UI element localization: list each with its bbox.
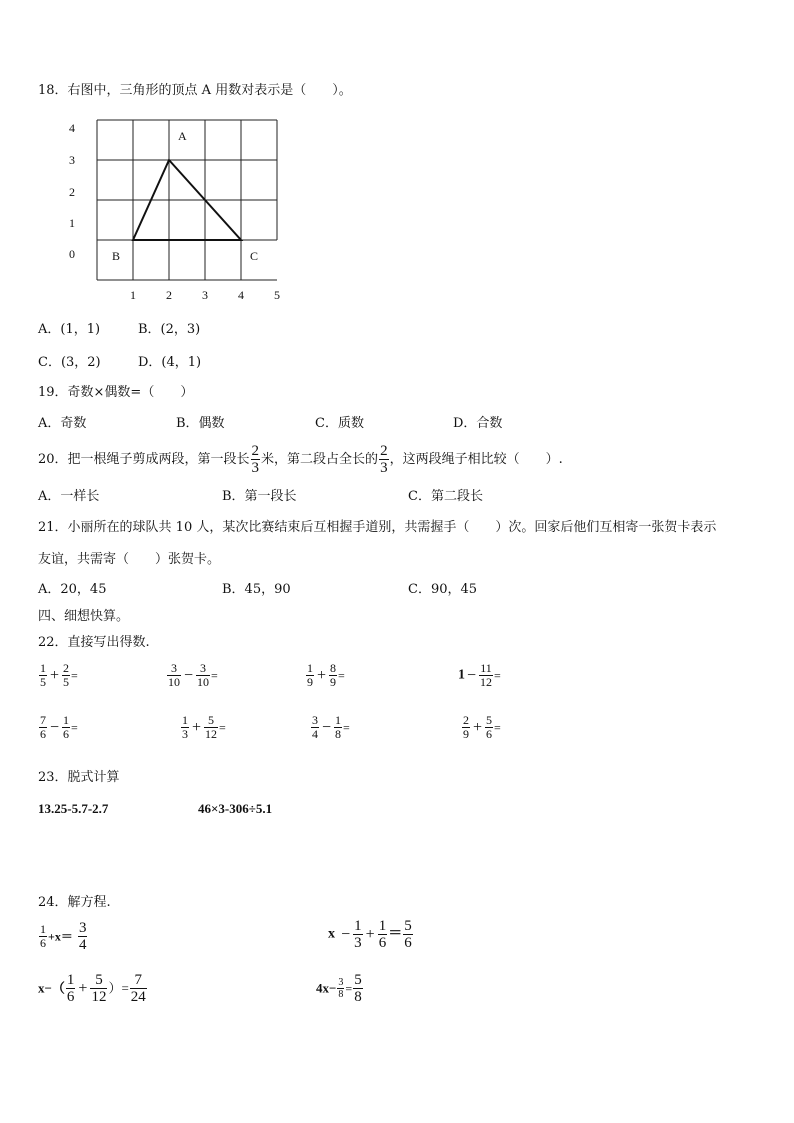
operator: + — [473, 718, 483, 736]
operator: + — [192, 718, 202, 736]
q18-option-d[interactable]: D．(4，1) — [138, 355, 202, 370]
fraction — [329, 662, 337, 689]
fraction-denominator: 6 — [66, 989, 75, 1005]
q24-equation-3 — [38, 972, 148, 1005]
equals-sign: = — [494, 720, 501, 735]
vertex-label-b: B — [112, 249, 121, 263]
equals-sign: = — [345, 981, 353, 996]
section-heading: 四、细想快算。 — [38, 609, 130, 624]
vertex-label-c: C — [250, 249, 259, 263]
fraction — [204, 714, 218, 741]
fraction — [66, 972, 76, 1005]
fraction — [334, 714, 342, 741]
fraction-denominator: 8 — [354, 989, 362, 1005]
q22-item-2 — [166, 662, 218, 689]
y-tick-2: 2 — [69, 185, 75, 199]
fraction-denominator: 9 — [330, 675, 337, 689]
equation-close: ）= — [108, 980, 129, 996]
x-tick-2: 2 — [166, 288, 172, 302]
q24-stem: 24．解方程. — [38, 895, 111, 910]
equals-sign: = — [211, 668, 218, 683]
q23-expression-2: 46×3-306÷5.1 — [198, 801, 273, 816]
fraction-numerator: 1 — [378, 918, 387, 934]
q23-expression-1: 13.25-5.7-2.7 — [38, 801, 109, 816]
operator: + — [365, 925, 375, 943]
operator: − — [467, 666, 477, 684]
fraction — [196, 662, 210, 689]
fraction-numerator: 3 — [167, 662, 181, 676]
y-tick-4: 4 — [69, 121, 75, 135]
fraction-numerator: 3 — [338, 977, 344, 988]
q20-option-a[interactable]: A．一样长 — [38, 489, 100, 504]
fraction-numerator: 5 — [204, 714, 218, 728]
fraction-numerator: 1 — [354, 918, 362, 934]
fraction — [378, 918, 388, 951]
fraction-denominator: 12 — [205, 727, 218, 741]
fraction-numerator: 2 — [380, 443, 388, 459]
q22-stem: 22．直接写出得数. — [38, 635, 150, 650]
fraction — [78, 920, 88, 953]
q18-stem: 18．右图中，三角形的顶点 A 用数对表示是（ ）。 — [38, 83, 352, 98]
whole-number: 1 — [458, 667, 465, 683]
q19-option-a[interactable]: A．奇数 — [38, 416, 87, 431]
q20-stem-part2: 米，第二段占全长的 — [261, 452, 379, 467]
fraction-denominator: 6 — [404, 935, 412, 951]
fraction — [39, 923, 47, 950]
fraction-numerator: 5 — [354, 972, 362, 988]
fraction — [353, 918, 363, 951]
fraction-numerator: 5 — [90, 972, 107, 989]
equation-prefix: 4x− — [316, 980, 337, 996]
fraction-denominator: 6 — [486, 727, 493, 741]
q24-equation-1 — [38, 920, 88, 953]
fraction-numerator: 7 — [130, 972, 147, 989]
fraction-denominator: 6 — [378, 935, 387, 951]
q24-equation-4 — [316, 972, 364, 1005]
fraction-denominator: 9 — [307, 675, 313, 689]
equals-sign: ＝ — [388, 926, 403, 942]
fraction-denominator: 4 — [78, 937, 87, 953]
fraction-denominator: 10 — [168, 675, 180, 689]
q18-option-c[interactable]: C．(3，2) — [38, 355, 101, 370]
q22-item-8 — [461, 714, 501, 741]
operator: + — [78, 979, 88, 997]
q22-item-5 — [38, 714, 78, 741]
fraction-numerator: 5 — [404, 918, 412, 934]
y-tick-1: 1 — [69, 216, 75, 230]
fraction-denominator: 6 — [40, 936, 46, 950]
q20-stem-part1: 20．把一根绳子剪成两段，第一段长 — [38, 452, 250, 467]
operator: − — [341, 925, 351, 943]
q20-stem-part3: ，这两段绳子相比较（ ）. — [389, 452, 563, 467]
fraction-denominator: 12 — [480, 675, 493, 689]
q19-option-b[interactable]: B．偶数 — [176, 416, 225, 431]
operator: + — [317, 666, 327, 684]
fraction-denominator: 9 — [463, 727, 469, 741]
fraction — [39, 662, 47, 689]
q18-option-a[interactable]: A．(1，1) — [38, 322, 101, 337]
operator: − — [322, 718, 332, 736]
fraction-denominator: 3 — [251, 460, 260, 476]
q21-option-c[interactable]: C．90，45 — [408, 582, 478, 597]
fraction — [311, 714, 319, 741]
y-tick-3: 3 — [69, 153, 75, 167]
fraction-denominator: 6 — [40, 727, 46, 741]
fraction-denominator: 5 — [63, 675, 70, 689]
q20-fraction-1 — [251, 443, 261, 476]
fraction-numerator: 1 — [66, 972, 75, 988]
x-tick-1: 1 — [130, 288, 136, 302]
fraction — [353, 972, 363, 1005]
fraction-numerator: 5 — [486, 713, 493, 727]
fraction — [90, 972, 107, 1005]
fraction-denominator: 12 — [91, 989, 107, 1005]
q21-stem-line1: 21．小丽所在的球队共 10 人，某次比赛结束后互相握手道别，共需握手（ ）次。回家后他们互相寄一张贺卡表示 — [38, 520, 717, 535]
x-tick-5: 5 — [274, 288, 280, 302]
equals-sign: = — [71, 720, 78, 735]
q20-fraction-2 — [379, 443, 389, 476]
variable-x: x — [328, 926, 335, 942]
equals-sign: = — [494, 668, 501, 683]
fraction — [39, 714, 47, 741]
q20-option-b[interactable]: B．第一段长 — [222, 489, 297, 504]
fraction-denominator: 5 — [40, 675, 46, 689]
q19-stem: 19．奇数×偶数=（ ） — [38, 385, 194, 400]
q22-item-3 — [305, 662, 345, 689]
fraction-denominator: 10 — [197, 675, 210, 689]
q18-option-b[interactable]: B．(2，3) — [138, 322, 201, 337]
fraction — [62, 662, 70, 689]
fraction — [337, 977, 344, 1000]
x-tick-3: 3 — [202, 288, 208, 302]
fraction — [62, 714, 70, 741]
fraction — [306, 662, 314, 689]
fraction-denominator: 8 — [338, 989, 344, 1000]
fraction — [130, 972, 147, 1005]
operator: − — [184, 666, 194, 684]
fraction-numerator: 1 — [182, 713, 188, 727]
equation-middle: +x＝ — [48, 929, 73, 944]
fraction-denominator: 3 — [182, 727, 188, 741]
equals-sign: = — [343, 720, 350, 735]
q19-option-d[interactable]: D．合数 — [453, 416, 503, 431]
fraction-numerator: 2 — [63, 661, 70, 675]
fraction — [485, 714, 493, 741]
fraction-denominator: 6 — [63, 727, 70, 741]
vertex-label-a: A — [178, 129, 187, 143]
fraction — [462, 714, 470, 741]
q21-option-a[interactable]: A．20，45 — [38, 582, 107, 597]
q22-item-6 — [180, 714, 226, 741]
fraction-denominator: 4 — [312, 727, 318, 741]
q23-stem: 23．脱式计算 — [38, 770, 120, 785]
fraction — [403, 918, 413, 951]
fraction-denominator: 3 — [354, 935, 362, 951]
equation-prefix: x−（ — [38, 980, 65, 996]
q21-stem-line2: 友谊，共需寄（ ）张贺卡。 — [38, 552, 221, 567]
fraction-numerator: 3 — [196, 662, 210, 676]
fraction-numerator: 3 — [78, 920, 87, 936]
q21-option-b[interactable]: B．45，90 — [222, 582, 291, 597]
fraction — [167, 662, 181, 689]
fraction-numerator: 1 — [335, 713, 342, 727]
fraction-numerator: 8 — [330, 661, 337, 675]
y-tick-0: 0 — [69, 247, 75, 261]
q22-item-4 — [458, 662, 501, 689]
fraction-numerator: 3 — [312, 713, 318, 727]
fraction — [181, 714, 189, 741]
fraction-numerator: 7 — [40, 713, 46, 727]
equals-sign: = — [71, 668, 78, 683]
fraction-denominator: 3 — [380, 460, 388, 476]
fraction — [479, 662, 493, 689]
q22-item-7 — [310, 714, 350, 741]
fraction-numerator: 2 — [251, 443, 260, 459]
x-tick-4: 4 — [238, 288, 244, 302]
fraction-numerator: 2 — [463, 713, 469, 727]
q24-equation-2 — [328, 918, 414, 951]
q20-stem — [38, 443, 563, 477]
operator: − — [50, 718, 60, 736]
q22-item-1 — [38, 662, 78, 689]
fraction-numerator: 1 — [40, 661, 46, 675]
q19-option-c[interactable]: C．质数 — [315, 416, 364, 431]
equals-sign: = — [219, 720, 226, 735]
coordinate-grid — [60, 114, 290, 309]
fraction-numerator: 11 — [480, 661, 492, 675]
operator: + — [50, 666, 60, 684]
fraction-denominator: 8 — [335, 727, 342, 741]
q20-option-c[interactable]: C．第二段长 — [408, 489, 483, 504]
fraction-numerator: 1 — [40, 922, 46, 936]
fraction-denominator: 24 — [130, 989, 146, 1005]
equals-sign: = — [338, 668, 345, 683]
fraction-numerator: 1 — [63, 713, 70, 727]
fraction-numerator: 1 — [307, 661, 313, 675]
